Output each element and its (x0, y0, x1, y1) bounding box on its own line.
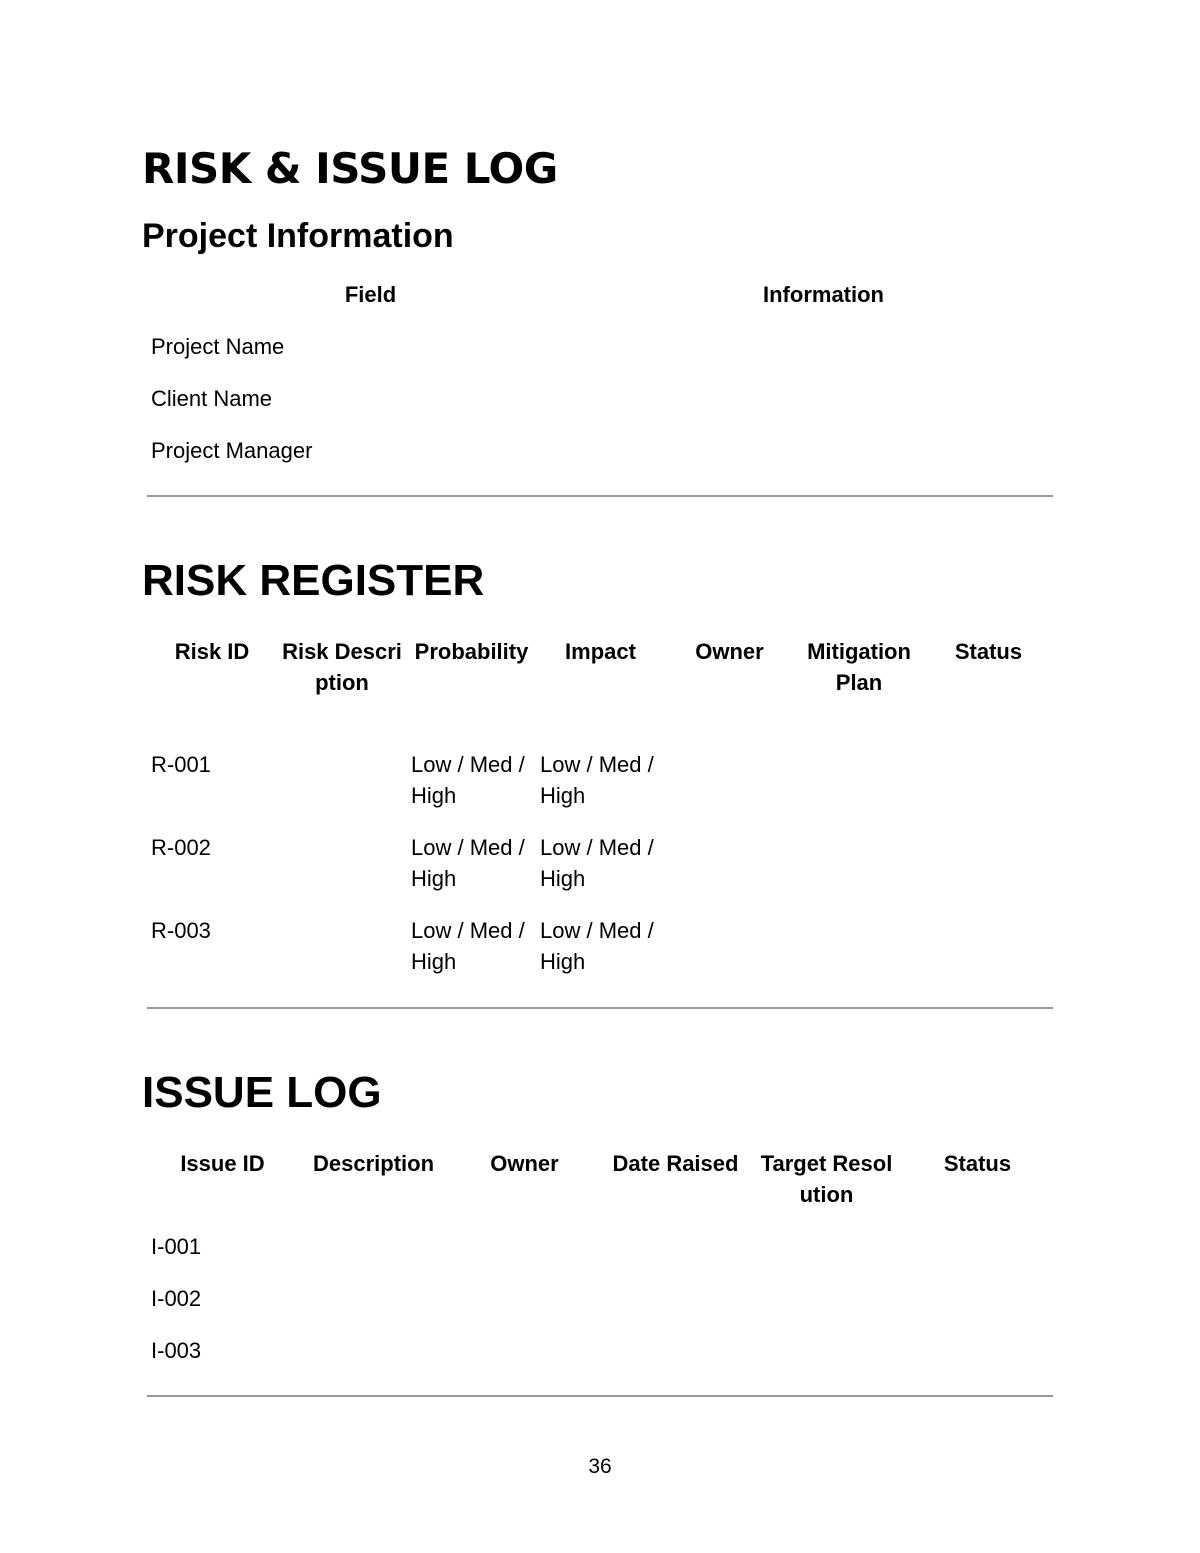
issue-id-cell: I-002 (151, 1286, 202, 1311)
table-row (147, 1283, 1053, 1335)
impact-cell[interactable]: Low / Med / High (540, 752, 654, 808)
owner-cell[interactable] (665, 915, 794, 998)
status-cell[interactable] (902, 1335, 1053, 1387)
issue-id-cell: I-003 (151, 1338, 202, 1363)
issue-log-table (147, 1148, 1053, 1387)
table-row (147, 915, 1053, 998)
probability-cell[interactable]: Low / Med / High (411, 835, 525, 891)
status-cell[interactable] (902, 1283, 1053, 1335)
status-cell[interactable] (924, 749, 1053, 832)
column-header-mitigation-plan: Mitigation Plan (807, 639, 911, 695)
information-cell[interactable] (594, 383, 1053, 435)
table-row (147, 331, 1053, 383)
status-cell[interactable] (924, 832, 1053, 915)
column-header-impact: Impact (565, 639, 636, 664)
column-header-risk-description: Risk Description (282, 639, 402, 695)
table-row (147, 383, 1053, 435)
risk-register-table (147, 636, 1053, 998)
column-header-owner: Owner (490, 1151, 559, 1176)
status-cell[interactable] (902, 1231, 1053, 1283)
page-number: 36 (588, 1455, 612, 1478)
mitigation-plan-cell[interactable] (794, 915, 924, 998)
owner-cell[interactable] (665, 749, 794, 832)
issue-log-heading: ISSUE LOG (142, 1068, 382, 1117)
risk-description-cell[interactable] (277, 749, 407, 832)
table-row (147, 832, 1053, 915)
target-resolution-cell[interactable] (751, 1231, 902, 1283)
mitigation-plan-cell[interactable] (794, 749, 924, 832)
field-label: Project Name (151, 334, 285, 359)
date-raised-cell[interactable] (600, 1335, 751, 1387)
field-label: Client Name (151, 386, 273, 411)
probability-cell[interactable]: Low / Med / High (411, 918, 525, 974)
probability-cell[interactable]: Low / Med / High (411, 752, 525, 808)
risk-description-cell[interactable] (277, 832, 407, 915)
impact-cell[interactable]: Low / Med / High (540, 918, 654, 974)
table-row (147, 1231, 1053, 1283)
impact-cell[interactable]: Low / Med / High (540, 835, 654, 891)
page-title: RISK & ISSUE LOG (142, 144, 558, 193)
column-header-target-resolution: Target Resolution (760, 1151, 893, 1207)
column-header-owner: Owner (695, 639, 764, 664)
description-cell[interactable] (298, 1231, 449, 1283)
table-row (147, 1335, 1053, 1387)
column-header-risk-id: Risk ID (174, 639, 250, 664)
column-header-description: Description (312, 1151, 435, 1176)
status-cell[interactable] (924, 915, 1053, 998)
risk-id-cell: R-001 (151, 752, 211, 777)
project-information-table (147, 279, 1053, 487)
owner-cell[interactable] (449, 1231, 600, 1283)
description-cell[interactable] (298, 1283, 449, 1335)
divider (147, 495, 1053, 497)
risk-description-cell[interactable] (277, 915, 407, 998)
column-header-status: Status (954, 639, 1023, 664)
project-information-heading: Project Information (142, 217, 454, 255)
target-resolution-cell[interactable] (751, 1283, 902, 1335)
date-raised-cell[interactable] (600, 1231, 751, 1283)
column-header-field: Field (344, 282, 397, 307)
owner-cell[interactable] (449, 1283, 600, 1335)
owner-cell[interactable] (665, 832, 794, 915)
field-label: Project Manager (151, 438, 313, 463)
risk-id-cell: R-002 (151, 835, 211, 860)
divider (147, 1007, 1053, 1009)
issue-id-cell: I-001 (151, 1234, 202, 1259)
column-header-issue-id: Issue ID (180, 1151, 265, 1176)
description-cell[interactable] (298, 1335, 449, 1387)
column-header-information: Information (763, 282, 884, 307)
table-row (147, 749, 1053, 832)
target-resolution-cell[interactable] (751, 1335, 902, 1387)
column-header-date-raised: Date Raised (612, 1151, 739, 1176)
risk-id-cell: R-003 (151, 918, 211, 943)
information-cell[interactable] (594, 435, 1053, 487)
date-raised-cell[interactable] (600, 1283, 751, 1335)
information-cell[interactable] (594, 331, 1053, 383)
mitigation-plan-cell[interactable] (794, 832, 924, 915)
column-header-status: Status (943, 1151, 1012, 1176)
table-row (147, 435, 1053, 487)
owner-cell[interactable] (449, 1335, 600, 1387)
column-header-probability: Probability (414, 639, 529, 664)
divider (147, 1395, 1053, 1397)
risk-register-heading: RISK REGISTER (142, 556, 485, 605)
